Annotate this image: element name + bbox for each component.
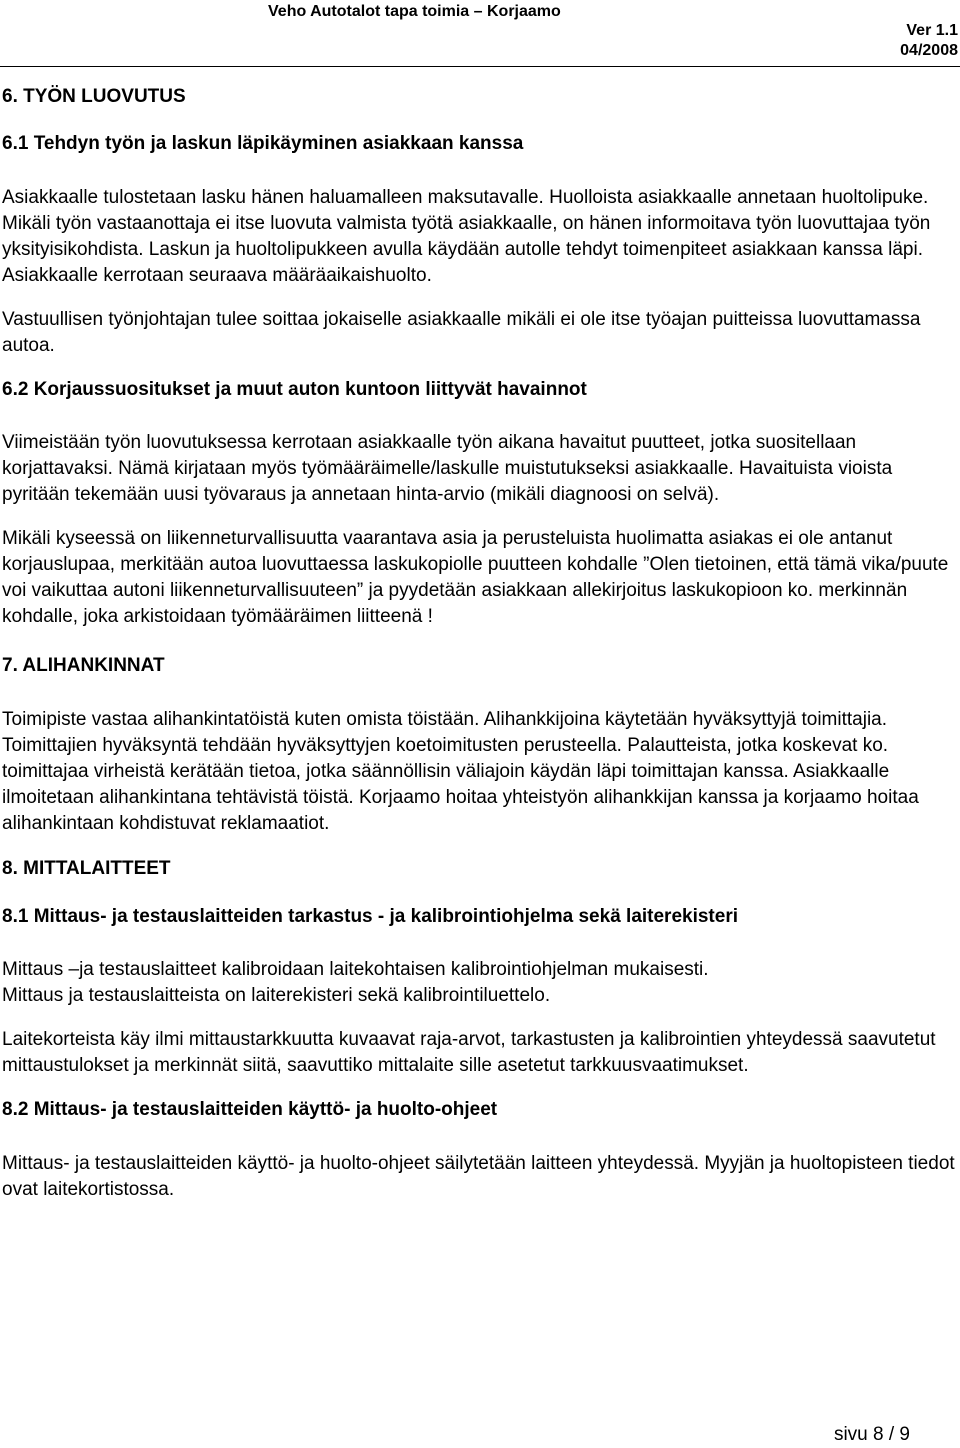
section-6-1-paragraph-2: Vastuullisen työnjohtajan tulee soittaa jokaiselle asiakkaalle mikäli ei ole itse työajan puitteissa luovuttamassa autoa.: [2, 309, 921, 356]
section-8-2-paragraph-1: Mittaus- ja testauslaitteiden käyttö- ja huolto-ohjeet säilytetään laitteen yhteydessä. Myyjän ja huoltopisteen tiedot ovat laitekortistossa.: [2, 1153, 955, 1200]
section-7-paragraph-1: Toimipiste vastaa alihankintatöistä kuten omista töistään. Alihankkijoina käytetään hyväksyttyjä toimittajia. Toimittajien hyväksyntä tehdään hyväksyttyjen koetoimitusten perusteella. Palautteista, jotka koskevat ko. toimittajaa virheistä kerätään tietoa, jotka säännöllisin väliajoin käydän läpi toimittajan kanssa. Asiakkaalle ilmoitetaan alihankintana tehtävistä töistä. Korjaamo hoitaa yhteistyön alihankkijan kanssa ja korjaamo hoitaa alihankintaan kohdistuvat reklamaatiot.: [2, 709, 919, 834]
section-8-1-heading: 8.1 Mittaus- ja testauslaitteiden tarkastus - ja kalibrointiohjelma sekä laiterekisteri: [2, 906, 738, 927]
header-date: 04/2008: [900, 42, 958, 59]
section-8-1-paragraph-1-line-1: Mittaus –ja testauslaitteet kalibroidaan laitekohtaisen kalibrointiohjelman mukaisesti.: [2, 959, 709, 980]
header-version: Ver 1.1: [906, 22, 958, 39]
section-6-2-paragraph-2: Mikäli kyseessä on liikenneturvallisuutta vaarantava asia ja perusteluista huolimatta asiakas ei ole antanut korjauslupaa, merkitään autoa luovuttaessa laskukopiolle puutteen kohdalle ”Olen tietoinen, että tämä vika/puute voi vaikuttaa autoni liikenneturvallisuuteen” ja pyydetään asiakkaan allekirjoitus laskukopioon ko. merkinnän kohdalle, joka arkistoidaan työmääräimen liitteenä !: [2, 528, 949, 627]
section-6-1-paragraph-1: Asiakkaalle tulostetaan lasku hänen haluamalleen maksutavalle. Huolloista asiakkaalle annetaan huoltolipuke. Mikäli työn vastaanottaja ei itse luovuta valmista työtä asiakkaalle, on hänen informoitava työn luovuttajaa työn yksityisikohdista. Laskun ja huoltolipukkeen avulla käydään autolle tehdyt toimenpiteet asiakkaan kanssa läpi. Asiakkaalle kerrotaan seuraava määräaikaishuolto.: [2, 187, 931, 286]
page-header: [0, 0, 960, 70]
page-number: sivu 8 / 9: [833, 1424, 910, 1445]
section-6-heading: 6. TYÖN LUOVUTUS: [2, 86, 186, 107]
page-content: [2, 84, 958, 1203]
section-6-1-heading: 6.1 Tehdyn työn ja laskun läpikäyminen asiakkaan kanssa: [2, 133, 524, 154]
section-7-heading: 7. ALIHANKINNAT: [2, 655, 165, 676]
section-8-1-paragraph-2: Laitekorteista käy ilmi mittaustarkkuutta kuvaavat raja-arvot, tarkastusten ja kalibrointien yhteydessä saavutetut mittaustulokset ja merkinnät siitä, saavuttiko mittalaite sille asetetut tarkkuusvaatimukset.: [2, 1029, 936, 1076]
section-6-2-heading: 6.2 Korjaussuositukset ja muut auton kuntoon liittyvät havainnot: [2, 379, 587, 400]
header-divider: [0, 66, 960, 67]
section-8-1-paragraph-1-line-2: Mittaus ja testauslaitteista on laiterekisteri sekä kalibrointiluettelo.: [2, 985, 551, 1006]
section-8-heading: 8. MITTALAITTEET: [2, 858, 171, 879]
section-6-2-paragraph-1: Viimeistään työn luovutuksessa kerrotaan asiakkaalle työn aikana havaitut puutteet, jotka suositellaan korjattavaksi. Nämä kirjataan myös työmääräimelle/laskulle muistutukseksi asiakkaalle. Havaituista vioista pyritään tekemään uusi työvaraus ja annetaan hinta-arvio (mikäli diagnoosi on selvä).: [2, 432, 893, 505]
section-8-2-heading: 8.2 Mittaus- ja testauslaitteiden käyttö- ja huolto-ohjeet: [2, 1099, 498, 1120]
header-title: Veho Autotalot tapa toimia – Korjaamo: [268, 3, 561, 20]
